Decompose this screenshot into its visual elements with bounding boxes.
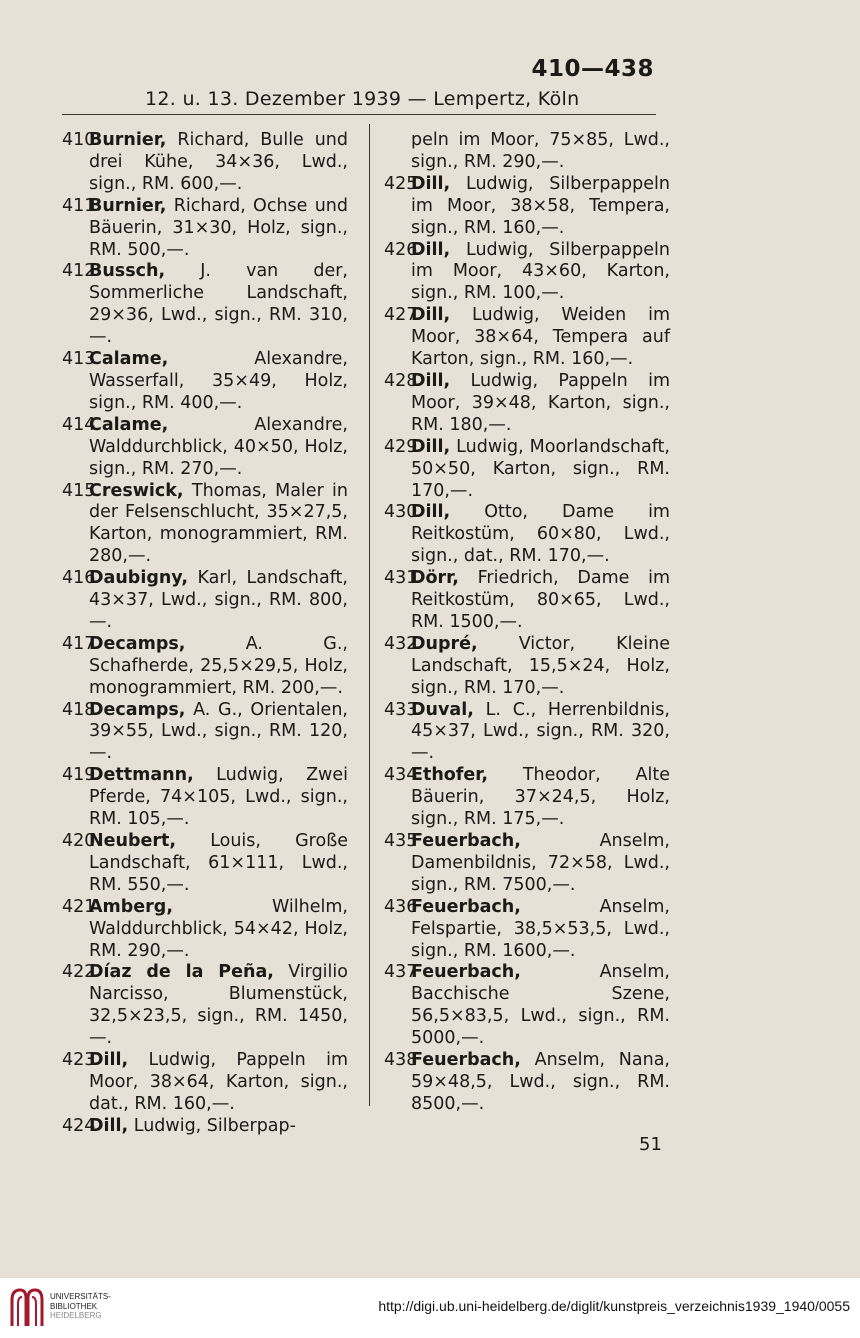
catalog-entry — [384, 240, 670, 306]
artist-name: Dill, — [411, 370, 451, 391]
library-line-2: BIBLIOTHEK — [50, 1301, 98, 1311]
artist-name: Creswick, — [89, 480, 184, 501]
entry-description: Karl, Landschaft, 43×37, Lwd., sign., RM. 800,—. — [89, 568, 348, 632]
page-number: 51 — [639, 1134, 662, 1155]
artist-name: Neubert, — [89, 831, 177, 851]
catalog-entry — [384, 437, 670, 503]
lot-number: 431 — [384, 568, 418, 589]
entry-description: Ludwig, Pappeln im Moor, 38×64, Karton, sign., dat., RM. 160,—. — [89, 1050, 348, 1114]
artist-name: Duval, — [411, 699, 474, 720]
catalog-entry — [384, 1050, 670, 1116]
lot-number: 435 — [384, 831, 418, 851]
lot-number: 429 — [384, 436, 418, 457]
entry-description: Ludwig, Silberpap- — [133, 1115, 296, 1136]
entry-description: Virgilio Narcisso, Blumenstück, 32,5×23,5, sign., RM. 1450,—. — [89, 962, 348, 1049]
catalog-entry — [384, 371, 670, 437]
catalog-entry — [62, 897, 348, 963]
artist-name: Dill, — [411, 436, 451, 457]
artist-name: Daubigny, — [89, 568, 189, 589]
entry-description: Thomas, Maler in der Felsenschlucht, 35×27,5, Karton, monogrammiert, RM. 280,—. — [89, 480, 348, 567]
entry-description: Victor, Kleine Landschaft, 15,5×24, Holz, sign., RM. 170,—. — [411, 633, 670, 698]
catalog-entry — [384, 765, 670, 831]
catalog-entry — [384, 568, 670, 634]
lot-number: 413 — [62, 349, 96, 370]
entry-description: Anselm, Bacchische Szene, 56,5×83,5, Lwd., sign., RM. 5000,—. — [411, 962, 670, 1049]
column-divider — [369, 124, 370, 1106]
entry-description: Anselm, Damenbildnis, 72×58, Lwd., sign., RM. 7500,—. — [411, 831, 670, 895]
source-url[interactable]: http://digi.ub.uni-heidelberg.de/diglit/kunstpreis_verzeichnis1939_1940/0055 — [378, 1298, 850, 1314]
entry-description: L. C., Herrenbildnis, 45×37, Lwd., sign., RM. 320,—. — [411, 699, 670, 764]
lot-number: 424 — [62, 1115, 96, 1136]
artist-name: Dupré, — [411, 633, 478, 654]
lot-range: 410—438 — [531, 56, 654, 82]
lot-number: 427 — [384, 305, 418, 326]
catalog-entry — [62, 196, 348, 262]
library-line-1: UNIVERSITÄTS- — [50, 1292, 111, 1301]
entry-description: Theodor, Alte Bäuerin, 37×24,5, Holz, sign., RM. 175,—. — [411, 765, 670, 830]
artist-name: Amberg, — [89, 896, 173, 917]
right-column — [384, 130, 670, 1116]
catalog-entry — [384, 174, 670, 240]
lot-number: 419 — [62, 765, 96, 786]
catalog-entry — [62, 261, 348, 349]
library-line-3: HEIDELBERG — [50, 1311, 102, 1320]
lot-number: 410 — [62, 130, 96, 150]
catalog-entry — [384, 831, 670, 897]
entry-description: Ludwig, Moorlandschaft, 50×50, Karton, sign., RM. 170,—. — [411, 436, 670, 501]
catalog-entry — [384, 962, 670, 1050]
header-rule — [62, 114, 656, 115]
entry-description: Anselm, Nana, 59×48,5, Lwd., sign., RM. 8500,—. — [411, 1050, 670, 1114]
artist-name: Dettmann, — [89, 765, 194, 786]
library-name — [50, 1292, 111, 1321]
artist-name: Feuerbach, — [411, 962, 521, 983]
lot-number: 438 — [384, 1050, 418, 1071]
entry-description: Alexandre, Walddurchblick, 40×50, Holz, sign., RM. 270,—. — [89, 414, 348, 479]
entry-description: Alexandre, Wasserfall, 35×49, Holz, sign., RM. 400,—. — [89, 349, 348, 413]
artist-name: Bussch, — [89, 261, 166, 282]
catalog-entry — [62, 700, 348, 766]
artist-name: Ethofer, — [411, 765, 488, 786]
catalog-entry — [384, 700, 670, 766]
catalog-entry — [62, 1116, 348, 1138]
entry-description: Ludwig, Weiden im Moor, 38×64, Tempera auf Karton, sign., RM. 160,—. — [411, 305, 670, 370]
entry-description: Otto, Dame im Reitkostüm, 60×80, Lwd., sign., dat., RM. 170,—. — [411, 502, 670, 567]
lot-number: 434 — [384, 765, 418, 786]
entry-description: Ludwig, Pappeln im Moor, 39×48, Karton, sign., RM. 180,—. — [411, 370, 670, 435]
catalog-entry — [62, 765, 348, 831]
artist-name: Burnier, — [89, 130, 167, 150]
lot-number: 416 — [62, 568, 96, 589]
lot-number: 430 — [384, 502, 418, 523]
page-header: 12. u. 13. Dezember 1939 — Lempertz, Köln — [145, 88, 580, 110]
lot-number: 417 — [62, 633, 96, 654]
university-library-logo-icon — [10, 1288, 44, 1328]
entry-description: A. G., Orientalen, 39×55, Lwd., sign., RM. 120,—. — [89, 699, 348, 764]
footer-bar — [0, 1278, 860, 1338]
entry-description: A. G., Schafherde, 25,5×29,5, Holz, monogrammiert, RM. 200,—. — [89, 633, 348, 698]
artist-name: Decamps, — [89, 699, 186, 720]
artist-name: Díaz de la Peña, — [89, 962, 274, 983]
lot-number: 421 — [62, 896, 96, 917]
artist-name: Dörr, — [411, 568, 459, 589]
lot-number: 422 — [62, 962, 96, 983]
lot-number: 411 — [62, 195, 96, 216]
entry-description: J. van der, Sommerliche Landschaft, 29×36, Lwd., sign., RM. 310,—. — [89, 261, 348, 348]
lot-number: 426 — [384, 239, 418, 260]
entry-description: Friedrich, Dame im Reitkostüm, 80×65, Lwd., RM. 1500,—. — [411, 568, 670, 632]
catalog-entry — [384, 305, 670, 371]
artist-name: Feuerbach, — [411, 1050, 521, 1071]
artist-name: Calame, — [89, 414, 169, 435]
artist-name: Dill, — [89, 1115, 129, 1136]
entry-description: Anselm, Felspartie, 38,5×53,5, Lwd., sign., RM. 1600,—. — [411, 896, 670, 961]
entry-description: Louis, Große Landschaft, 61×111, Lwd., RM. 550,—. — [89, 831, 348, 895]
entry-description: Richard, Bulle und drei Kühe, 34×36, Lwd., sign., RM. 600,—. — [89, 130, 348, 194]
lot-number: 415 — [62, 480, 96, 501]
catalog-entry — [62, 415, 348, 481]
lot-number: 428 — [384, 370, 418, 391]
lot-number: 423 — [62, 1050, 96, 1071]
catalog-entry — [62, 1050, 348, 1116]
artist-name: Burnier, — [89, 195, 167, 216]
artist-name: Dill, — [411, 239, 451, 260]
catalog-entry — [384, 634, 670, 700]
catalog-entry — [62, 349, 348, 415]
artist-name: Feuerbach, — [411, 896, 521, 917]
artist-name: Dill, — [411, 173, 451, 194]
artist-name: Decamps, — [89, 633, 186, 654]
lot-number: 425 — [384, 173, 418, 194]
catalog-entry — [62, 481, 348, 569]
artist-name: Dill, — [411, 502, 451, 523]
lot-number: 437 — [384, 962, 418, 983]
catalog-entry — [62, 962, 348, 1050]
left-column — [62, 130, 348, 1138]
catalog-entry — [62, 568, 348, 634]
artist-name: Dill, — [411, 305, 451, 326]
artist-name: Dill, — [89, 1050, 129, 1071]
entry-description: Wilhelm, Walddurchblick, 54×42, Holz, RM. 290,—. — [89, 896, 348, 961]
lot-number: 414 — [62, 414, 96, 435]
catalog-entry — [62, 831, 348, 897]
lot-number: 436 — [384, 896, 418, 917]
entry-description: Richard, Ochse und Bäuerin, 31×30, Holz, sign., RM. 500,—. — [89, 195, 348, 260]
lot-number: 412 — [62, 261, 96, 282]
catalog-entry — [62, 634, 348, 700]
catalog-entry — [384, 897, 670, 963]
catalog-entry — [62, 130, 348, 196]
continued-entry-text: peln im Moor, 75×85, Lwd., sign., RM. 290,—. — [411, 130, 670, 172]
artist-name: Calame, — [89, 349, 169, 370]
lot-number: 418 — [62, 699, 96, 720]
lot-number: 433 — [384, 699, 418, 720]
entry-description: Ludwig, Silberpappeln im Moor, 43×60, Karton, sign., RM. 100,—. — [411, 239, 670, 304]
entry-description: Ludwig, Zwei Pferde, 74×105, Lwd., sign., RM. 105,—. — [89, 765, 348, 830]
entry-description: Ludwig, Silberpappeln im Moor, 38×58, Tempera, sign., RM. 160,—. — [411, 173, 670, 238]
lot-number: 420 — [62, 831, 96, 851]
artist-name: Feuerbach, — [411, 831, 521, 851]
lot-number: 432 — [384, 633, 418, 654]
catalog-entry — [384, 502, 670, 568]
